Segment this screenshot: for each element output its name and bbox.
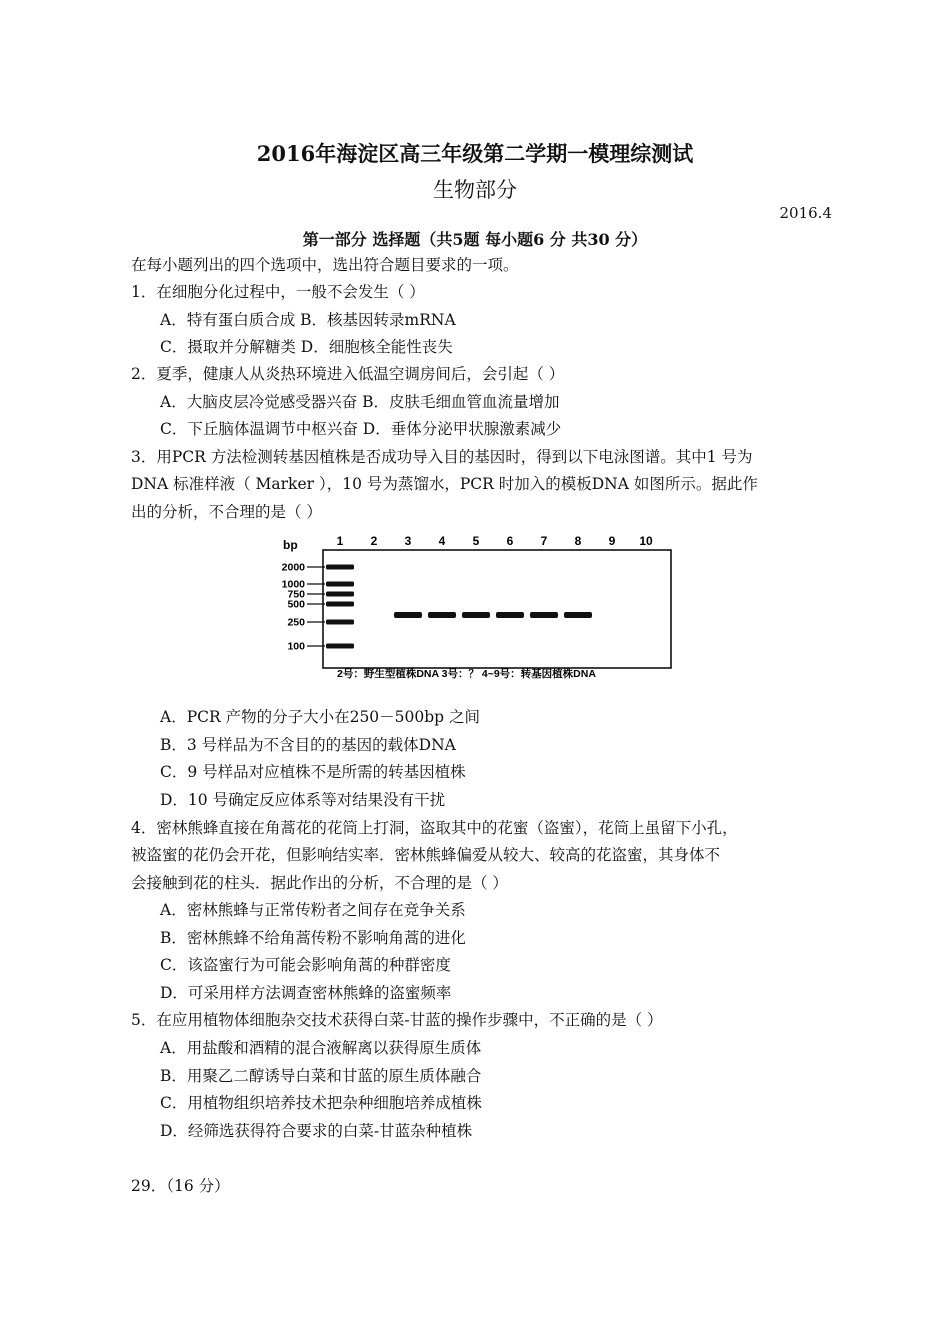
- marker-size-label: 500: [287, 598, 305, 611]
- marker-band: [326, 582, 354, 587]
- lane-label-8: 8: [574, 534, 582, 548]
- question-3-option-a: A．PCR 产物的分子大小在250－500bp 之间: [160, 708, 481, 726]
- question-2-options-cd: C．下丘脑体温调节中枢兴奋 D．垂体分泌甲状腺激素减少: [160, 420, 562, 438]
- question-1-options-ab: A．特有蛋白质合成 B．核基因转录mRNA: [160, 311, 456, 329]
- question-4-option-c: C．该盗蜜行为可能会影响角蒿的种群密度: [160, 956, 451, 974]
- lane-label-10: 10: [639, 534, 653, 548]
- sample-band-lane-4: [428, 612, 456, 618]
- marker-size-label: 2000: [281, 561, 305, 574]
- sample-band-lane-5: [462, 612, 490, 618]
- sample-band-lane-7: [530, 612, 558, 618]
- exam-date: 2016.4: [779, 204, 832, 222]
- question-2-options-ab: A．大脑皮层冷觉感受器兴奋 B．皮肤毛细血管血流量增加: [160, 393, 560, 411]
- lane-label-1: 1: [336, 534, 344, 548]
- lane-label-3: 3: [404, 534, 412, 548]
- marker-band: [326, 602, 354, 607]
- gel-frame: [323, 550, 671, 668]
- question-4-stem-line3: 会接触到花的柱头．据此作出的分析，不合理的是（ ）: [131, 874, 508, 892]
- question-3-stem-line3: 出的分析，不合理的是（ ）: [131, 503, 322, 521]
- question-1-stem: 1．在细胞分化过程中，一般不会发生（ ）: [131, 283, 425, 301]
- lane-label-5: 5: [472, 534, 480, 548]
- question-4-stem-line2: 被盗蜜的花仍会开花，但影响结实率．密林熊蜂偏爱从较大、较高的花盗蜜，其身体不: [131, 846, 721, 864]
- gel-caption: 2号：野生型植株DNA 3号：？ 4~9号：转基因植株DNA: [337, 668, 596, 680]
- question-5-option-b: B．用聚乙二醇诱导白菜和甘蓝的原生质体融合: [160, 1067, 482, 1085]
- question-1-options-cd: C．摄取并分解糖类 D．细胞核全能性丧失: [160, 338, 453, 356]
- sample-band-lane-3: [394, 612, 422, 618]
- question-4-stem-line1: 4．密林熊蜂直接在角蒿花的花筒上打洞，盗取其中的花蜜（盗蜜），花筒上虽留下小孔，: [131, 819, 738, 837]
- marker-band: [326, 644, 354, 649]
- marker-size-label: 1000: [281, 578, 305, 591]
- marker-size-label: 750: [287, 588, 305, 601]
- marker-band: [326, 620, 354, 625]
- page-title: 2016年海淀区高三年级第二学期一模理综测试: [256, 141, 694, 166]
- marker-size-label: 100: [287, 640, 305, 653]
- question-4-option-b: B．密林熊蜂不给角蒿传粉不影响角蒿的进化: [160, 929, 466, 947]
- question-3-option-c: C．9 号样品对应植株不是所需的转基因植株: [160, 763, 466, 781]
- question-5-option-d: D．经筛选获得符合要求的白菜-甘蓝杂种植株: [160, 1122, 473, 1140]
- question-5-stem: 5．在应用植物体细胞杂交技术获得白菜-甘蓝的操作步骤中，不正确的是（ ）: [131, 1011, 663, 1029]
- marker-band: [326, 565, 354, 570]
- section-heading: 第一部分 选择题（共5题 每小题6 分 共30 分）: [302, 230, 648, 249]
- question-3-stem-line1: 3．用PCR 方法检测转基因植株是否成功导入目的基因时，得到以下电泳图谱。其中1 号为: [131, 448, 753, 466]
- marker-size-label: 250: [287, 616, 305, 629]
- question-29-heading: 29．（16 分）: [131, 1177, 230, 1195]
- sample-band-lane-8: [564, 612, 592, 618]
- gel-unit-label: bp: [283, 538, 298, 552]
- page-subtitle: 生物部分: [433, 178, 517, 202]
- lane-label-2: 2: [370, 534, 378, 548]
- question-5-option-a: A．用盐酸和酒精的混合液解离以获得原生质体: [160, 1039, 482, 1057]
- question-3-option-d: D．10 号确定反应体系等对结果没有干扰: [160, 791, 446, 809]
- question-4-option-a: A．密林熊蜂与正常传粉者之间存在竞争关系: [160, 901, 466, 919]
- lane-label-9: 9: [608, 534, 616, 548]
- sample-band-lane-6: [496, 612, 524, 618]
- instruction-text: 在每小题列出的四个选项中，选出符合题目要求的一项。: [131, 256, 519, 274]
- lane-label-4: 4: [438, 534, 446, 548]
- lane-label-7: 7: [540, 534, 548, 548]
- electrophoresis-figure: [275, 530, 675, 685]
- marker-band: [326, 592, 354, 597]
- question-5-option-c: C．用植物组织培养技术把杂种细胞培养成植株: [160, 1094, 482, 1112]
- question-4-option-d: D．可采用样方法调查密林熊蜂的盗蜜频率: [160, 984, 452, 1002]
- question-3-stem-line2: DNA 标准样液（ Marker ），10 号为蒸馏水，PCR 时加入的模板DNA 如图所示。据此作: [131, 475, 758, 493]
- lane-label-6: 6: [506, 534, 514, 548]
- question-3-option-b: B．3 号样品为不含目的的基因的载体DNA: [160, 736, 456, 754]
- question-2-stem: 2．夏季，健康人从炎热环境进入低温空调房间后，会引起（ ）: [131, 365, 565, 383]
